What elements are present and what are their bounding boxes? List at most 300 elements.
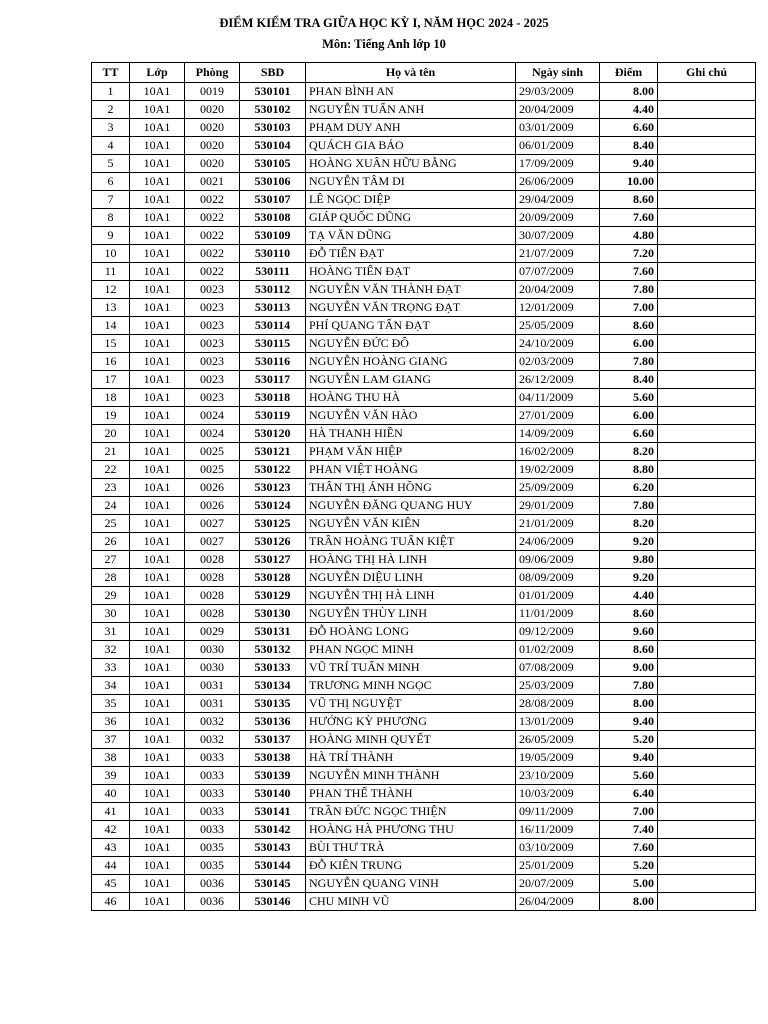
cell-dob: 14/09/2009	[516, 425, 600, 443]
cell-dob: 16/02/2009	[516, 443, 600, 461]
cell-class: 10A1	[130, 443, 185, 461]
table-row	[92, 227, 756, 245]
cell-class: 10A1	[130, 155, 185, 173]
cell-sbd: 530141	[240, 803, 306, 821]
cell-score: 5.60	[600, 767, 658, 785]
cell-note	[658, 659, 756, 677]
cell-note	[658, 479, 756, 497]
cell-room: 0020	[185, 155, 240, 173]
cell-name: NGUYỄN THỊ HÀ LINH	[306, 587, 516, 605]
cell-sbd: 530135	[240, 695, 306, 713]
cell-room: 0022	[185, 227, 240, 245]
cell-dob: 20/04/2009	[516, 101, 600, 119]
cell-dob: 25/01/2009	[516, 857, 600, 875]
cell-sbd: 530121	[240, 443, 306, 461]
cell-note	[658, 767, 756, 785]
cell-dob: 21/07/2009	[516, 245, 600, 263]
document-title: ĐIỂM KIỂM TRA GIỮA HỌC KỲ I, NĂM HỌC 2024 - 2025	[219, 16, 549, 30]
cell-tt: 12	[92, 281, 130, 299]
cell-room: 0029	[185, 623, 240, 641]
cell-tt: 36	[92, 713, 130, 731]
cell-score: 10.00	[600, 173, 658, 191]
cell-name: NGUYỄN VĂN HÀO	[306, 407, 516, 425]
cell-class: 10A1	[130, 893, 185, 911]
cell-dob: 01/01/2009	[516, 587, 600, 605]
cell-score: 8.40	[600, 137, 658, 155]
cell-sbd: 530114	[240, 317, 306, 335]
cell-score: 8.00	[600, 893, 658, 911]
table-row	[92, 623, 756, 641]
table-row	[92, 335, 756, 353]
header-note: Ghi chú	[658, 63, 756, 83]
cell-score: 6.40	[600, 785, 658, 803]
cell-sbd: 530122	[240, 461, 306, 479]
cell-dob: 23/10/2009	[516, 767, 600, 785]
cell-score: 5.00	[600, 875, 658, 893]
cell-note	[658, 839, 756, 857]
cell-class: 10A1	[130, 83, 185, 101]
cell-score: 7.80	[600, 281, 658, 299]
cell-name: ĐỖ HOÀNG LONG	[306, 623, 516, 641]
cell-note	[658, 425, 756, 443]
table-row	[92, 893, 756, 911]
cell-name: NGUYỄN DIỆU LINH	[306, 569, 516, 587]
cell-class: 10A1	[130, 767, 185, 785]
cell-name: HOÀNG THỊ HÀ LINH	[306, 551, 516, 569]
cell-tt: 24	[92, 497, 130, 515]
cell-sbd: 530127	[240, 551, 306, 569]
cell-dob: 19/02/2009	[516, 461, 600, 479]
cell-note	[658, 443, 756, 461]
cell-note	[658, 101, 756, 119]
table-row	[92, 119, 756, 137]
cell-room: 0023	[185, 353, 240, 371]
cell-name: HOÀNG TIẾN ĐẠT	[306, 263, 516, 281]
cell-tt: 43	[92, 839, 130, 857]
header-sbd: SBD	[240, 63, 306, 83]
table-row	[92, 137, 756, 155]
table-row	[92, 515, 756, 533]
cell-class: 10A1	[130, 263, 185, 281]
cell-note	[658, 461, 756, 479]
cell-room: 0023	[185, 335, 240, 353]
cell-dob: 19/05/2009	[516, 749, 600, 767]
cell-note	[658, 893, 756, 911]
cell-class: 10A1	[130, 623, 185, 641]
cell-dob: 21/01/2009	[516, 515, 600, 533]
cell-dob: 09/06/2009	[516, 551, 600, 569]
cell-score: 5.20	[600, 731, 658, 749]
cell-class: 10A1	[130, 461, 185, 479]
cell-name: HOÀNG THU HÀ	[306, 389, 516, 407]
cell-tt: 42	[92, 821, 130, 839]
cell-name: CHU MINH VŨ	[306, 893, 516, 911]
cell-class: 10A1	[130, 317, 185, 335]
header-phong: Phòng	[185, 63, 240, 83]
cell-sbd: 530110	[240, 245, 306, 263]
cell-class: 10A1	[130, 659, 185, 677]
cell-name: VŨ TRÍ TUẤN MINH	[306, 659, 516, 677]
cell-sbd: 530111	[240, 263, 306, 281]
cell-tt: 5	[92, 155, 130, 173]
cell-class: 10A1	[130, 101, 185, 119]
cell-name: ĐỖ TIẾN ĐẠT	[306, 245, 516, 263]
cell-tt: 21	[92, 443, 130, 461]
table-row	[92, 245, 756, 263]
cell-tt: 29	[92, 587, 130, 605]
cell-dob: 25/09/2009	[516, 479, 600, 497]
cell-sbd: 530102	[240, 101, 306, 119]
cell-class: 10A1	[130, 857, 185, 875]
cell-room: 0035	[185, 839, 240, 857]
cell-dob: 12/01/2009	[516, 299, 600, 317]
table-row	[92, 389, 756, 407]
cell-class: 10A1	[130, 551, 185, 569]
cell-sbd: 530144	[240, 857, 306, 875]
table-row	[92, 785, 756, 803]
cell-dob: 09/11/2009	[516, 803, 600, 821]
cell-sbd: 530103	[240, 119, 306, 137]
cell-room: 0024	[185, 407, 240, 425]
cell-tt: 30	[92, 605, 130, 623]
cell-sbd: 530117	[240, 371, 306, 389]
cell-name: NGUYỄN LAM GIANG	[306, 371, 516, 389]
cell-room: 0021	[185, 173, 240, 191]
cell-sbd: 530137	[240, 731, 306, 749]
cell-note	[658, 749, 756, 767]
cell-name: LÊ NGỌC DIỆP	[306, 191, 516, 209]
cell-dob: 24/10/2009	[516, 335, 600, 353]
cell-tt: 16	[92, 353, 130, 371]
cell-note	[658, 137, 756, 155]
cell-class: 10A1	[130, 245, 185, 263]
cell-tt: 45	[92, 875, 130, 893]
cell-note	[658, 497, 756, 515]
cell-tt: 32	[92, 641, 130, 659]
cell-note	[658, 875, 756, 893]
cell-score: 5.20	[600, 857, 658, 875]
cell-name: PHAN THẾ THÀNH	[306, 785, 516, 803]
cell-tt: 19	[92, 407, 130, 425]
cell-tt: 28	[92, 569, 130, 587]
table-row	[92, 641, 756, 659]
table-row	[92, 803, 756, 821]
cell-room: 0020	[185, 137, 240, 155]
cell-note	[658, 713, 756, 731]
cell-tt: 6	[92, 173, 130, 191]
cell-class: 10A1	[130, 641, 185, 659]
cell-score: 4.40	[600, 101, 658, 119]
cell-name: TRƯƠNG MINH NGỌC	[306, 677, 516, 695]
cell-name: HÀ THANH HIỀN	[306, 425, 516, 443]
cell-score: 6.60	[600, 119, 658, 137]
cell-class: 10A1	[130, 569, 185, 587]
cell-score: 8.60	[600, 641, 658, 659]
cell-room: 0032	[185, 731, 240, 749]
cell-name: BÙI THƯ TRÀ	[306, 839, 516, 857]
cell-score: 9.40	[600, 155, 658, 173]
cell-dob: 26/05/2009	[516, 731, 600, 749]
cell-score: 8.00	[600, 695, 658, 713]
cell-sbd: 530130	[240, 605, 306, 623]
cell-sbd: 530123	[240, 479, 306, 497]
cell-note	[658, 173, 756, 191]
cell-note	[658, 515, 756, 533]
cell-class: 10A1	[130, 821, 185, 839]
cell-sbd: 530124	[240, 497, 306, 515]
cell-score: 9.20	[600, 569, 658, 587]
table-row	[92, 299, 756, 317]
cell-name: NGUYỄN TÂM DI	[306, 173, 516, 191]
table-row	[92, 731, 756, 749]
table-row	[92, 497, 756, 515]
cell-dob: 20/09/2009	[516, 209, 600, 227]
cell-score: 6.00	[600, 407, 658, 425]
cell-note	[658, 263, 756, 281]
table-row	[92, 353, 756, 371]
cell-room: 0026	[185, 497, 240, 515]
cell-name: HOÀNG XUÂN HỮU BẰNG	[306, 155, 516, 173]
cell-score: 6.00	[600, 335, 658, 353]
cell-room: 0035	[185, 857, 240, 875]
cell-name: VŨ THỊ NGUYỆT	[306, 695, 516, 713]
table-row	[92, 677, 756, 695]
cell-score: 8.60	[600, 605, 658, 623]
cell-tt: 46	[92, 893, 130, 911]
cell-sbd: 530106	[240, 173, 306, 191]
cell-class: 10A1	[130, 713, 185, 731]
table-row	[92, 461, 756, 479]
cell-dob: 01/02/2009	[516, 641, 600, 659]
cell-note	[658, 551, 756, 569]
table-row	[92, 443, 756, 461]
cell-room: 0020	[185, 119, 240, 137]
cell-tt: 13	[92, 299, 130, 317]
cell-tt: 18	[92, 389, 130, 407]
cell-sbd: 530104	[240, 137, 306, 155]
table-row	[92, 587, 756, 605]
header-tt: TT	[92, 63, 130, 83]
cell-room: 0033	[185, 767, 240, 785]
cell-class: 10A1	[130, 335, 185, 353]
cell-dob: 26/06/2009	[516, 173, 600, 191]
cell-note	[658, 389, 756, 407]
cell-name: TRẦN ĐỨC NGỌC THIỆN	[306, 803, 516, 821]
cell-tt: 31	[92, 623, 130, 641]
cell-note	[658, 677, 756, 695]
cell-sbd: 530125	[240, 515, 306, 533]
cell-room: 0030	[185, 641, 240, 659]
cell-tt: 10	[92, 245, 130, 263]
cell-name: NGUYỄN QUANG VINH	[306, 875, 516, 893]
cell-score: 9.80	[600, 551, 658, 569]
cell-tt: 4	[92, 137, 130, 155]
cell-note	[658, 695, 756, 713]
cell-tt: 17	[92, 371, 130, 389]
cell-sbd: 530112	[240, 281, 306, 299]
cell-note	[658, 227, 756, 245]
cell-score: 9.20	[600, 533, 658, 551]
cell-room: 0022	[185, 191, 240, 209]
cell-sbd: 530142	[240, 821, 306, 839]
cell-score: 7.20	[600, 245, 658, 263]
cell-sbd: 530115	[240, 335, 306, 353]
cell-dob: 24/06/2009	[516, 533, 600, 551]
cell-dob: 03/10/2009	[516, 839, 600, 857]
cell-note	[658, 335, 756, 353]
document-subtitle: Môn: Tiếng Anh lớp 10	[322, 37, 446, 51]
cell-name: HÀ TRÍ THÀNH	[306, 749, 516, 767]
cell-room: 0023	[185, 299, 240, 317]
cell-tt: 15	[92, 335, 130, 353]
cell-class: 10A1	[130, 299, 185, 317]
cell-room: 0033	[185, 785, 240, 803]
cell-score: 8.00	[600, 83, 658, 101]
cell-room: 0036	[185, 893, 240, 911]
cell-room: 0025	[185, 461, 240, 479]
cell-room: 0028	[185, 569, 240, 587]
cell-tt: 11	[92, 263, 130, 281]
cell-room: 0031	[185, 677, 240, 695]
cell-tt: 34	[92, 677, 130, 695]
table-row	[92, 263, 756, 281]
cell-name: NGUYỄN VĂN TRỌNG ĐẠT	[306, 299, 516, 317]
cell-tt: 20	[92, 425, 130, 443]
cell-note	[658, 245, 756, 263]
cell-class: 10A1	[130, 479, 185, 497]
cell-score: 7.80	[600, 353, 658, 371]
cell-dob: 17/09/2009	[516, 155, 600, 173]
cell-name: PHẠM VĂN HIỆP	[306, 443, 516, 461]
cell-dob: 02/03/2009	[516, 353, 600, 371]
cell-class: 10A1	[130, 677, 185, 695]
table-row	[92, 749, 756, 767]
cell-tt: 23	[92, 479, 130, 497]
cell-dob: 03/01/2009	[516, 119, 600, 137]
cell-class: 10A1	[130, 695, 185, 713]
cell-tt: 2	[92, 101, 130, 119]
cell-room: 0023	[185, 371, 240, 389]
table-row	[92, 713, 756, 731]
cell-score: 8.20	[600, 443, 658, 461]
table-row	[92, 569, 756, 587]
cell-note	[658, 281, 756, 299]
cell-tt: 38	[92, 749, 130, 767]
cell-note	[658, 623, 756, 641]
cell-score: 8.40	[600, 371, 658, 389]
cell-dob: 29/01/2009	[516, 497, 600, 515]
cell-class: 10A1	[130, 533, 185, 551]
cell-class: 10A1	[130, 875, 185, 893]
table-row	[92, 875, 756, 893]
cell-sbd: 530129	[240, 587, 306, 605]
cell-name: PHAN VIỆT HOÀNG	[306, 461, 516, 479]
cell-class: 10A1	[130, 353, 185, 371]
cell-sbd: 530109	[240, 227, 306, 245]
cell-tt: 14	[92, 317, 130, 335]
cell-room: 0033	[185, 821, 240, 839]
cell-note	[658, 155, 756, 173]
cell-class: 10A1	[130, 119, 185, 137]
cell-name: GIÁP QUỐC DŨNG	[306, 209, 516, 227]
cell-name: PHÍ QUANG TẤN ĐẠT	[306, 317, 516, 335]
cell-room: 0028	[185, 551, 240, 569]
table-row	[92, 767, 756, 785]
cell-class: 10A1	[130, 515, 185, 533]
cell-room: 0027	[185, 533, 240, 551]
cell-dob: 07/07/2009	[516, 263, 600, 281]
cell-score: 8.80	[600, 461, 658, 479]
cell-sbd: 530119	[240, 407, 306, 425]
cell-class: 10A1	[130, 605, 185, 623]
cell-score: 5.60	[600, 389, 658, 407]
cell-note	[658, 83, 756, 101]
cell-name: PHẠM DUY ANH	[306, 119, 516, 137]
cell-dob: 09/12/2009	[516, 623, 600, 641]
table-row	[92, 857, 756, 875]
cell-dob: 26/12/2009	[516, 371, 600, 389]
cell-class: 10A1	[130, 173, 185, 191]
cell-dob: 10/03/2009	[516, 785, 600, 803]
cell-tt: 33	[92, 659, 130, 677]
cell-score: 7.60	[600, 839, 658, 857]
cell-dob: 29/03/2009	[516, 83, 600, 101]
cell-name: THÂN THỊ ÁNH HỒNG	[306, 479, 516, 497]
cell-note	[658, 731, 756, 749]
cell-name: PHAN NGỌC MINH	[306, 641, 516, 659]
table-row	[92, 83, 756, 101]
cell-room: 0026	[185, 479, 240, 497]
cell-dob: 29/04/2009	[516, 191, 600, 209]
cell-sbd: 530146	[240, 893, 306, 911]
cell-dob: 27/01/2009	[516, 407, 600, 425]
cell-name: HOÀNG HÀ PHƯƠNG THU	[306, 821, 516, 839]
cell-sbd: 530107	[240, 191, 306, 209]
cell-dob: 13/01/2009	[516, 713, 600, 731]
cell-room: 0020	[185, 101, 240, 119]
cell-tt: 22	[92, 461, 130, 479]
cell-sbd: 530113	[240, 299, 306, 317]
cell-class: 10A1	[130, 839, 185, 857]
header-lop: Lớp	[130, 63, 185, 83]
cell-tt: 7	[92, 191, 130, 209]
cell-name: NGUYỄN VĂN KIÊN	[306, 515, 516, 533]
table-header	[92, 63, 756, 83]
cell-room: 0033	[185, 803, 240, 821]
cell-name: TRẦN HOÀNG TUẤN KIỆT	[306, 533, 516, 551]
cell-name: PHAN BÌNH AN	[306, 83, 516, 101]
cell-class: 10A1	[130, 137, 185, 155]
cell-room: 0036	[185, 875, 240, 893]
cell-dob: 28/08/2009	[516, 695, 600, 713]
cell-sbd: 530139	[240, 767, 306, 785]
cell-dob: 08/09/2009	[516, 569, 600, 587]
table-row	[92, 533, 756, 551]
cell-tt: 26	[92, 533, 130, 551]
cell-dob: 20/04/2009	[516, 281, 600, 299]
cell-name: NGUYỄN THÙY LINH	[306, 605, 516, 623]
cell-note	[658, 299, 756, 317]
table-row	[92, 155, 756, 173]
cell-dob: 26/04/2009	[516, 893, 600, 911]
table-row	[92, 209, 756, 227]
cell-name: NGUYỄN MINH THÀNH	[306, 767, 516, 785]
header-dob: Ngày sinh	[516, 63, 600, 83]
cell-note	[658, 533, 756, 551]
cell-score: 9.60	[600, 623, 658, 641]
cell-sbd: 530101	[240, 83, 306, 101]
cell-tt: 1	[92, 83, 130, 101]
